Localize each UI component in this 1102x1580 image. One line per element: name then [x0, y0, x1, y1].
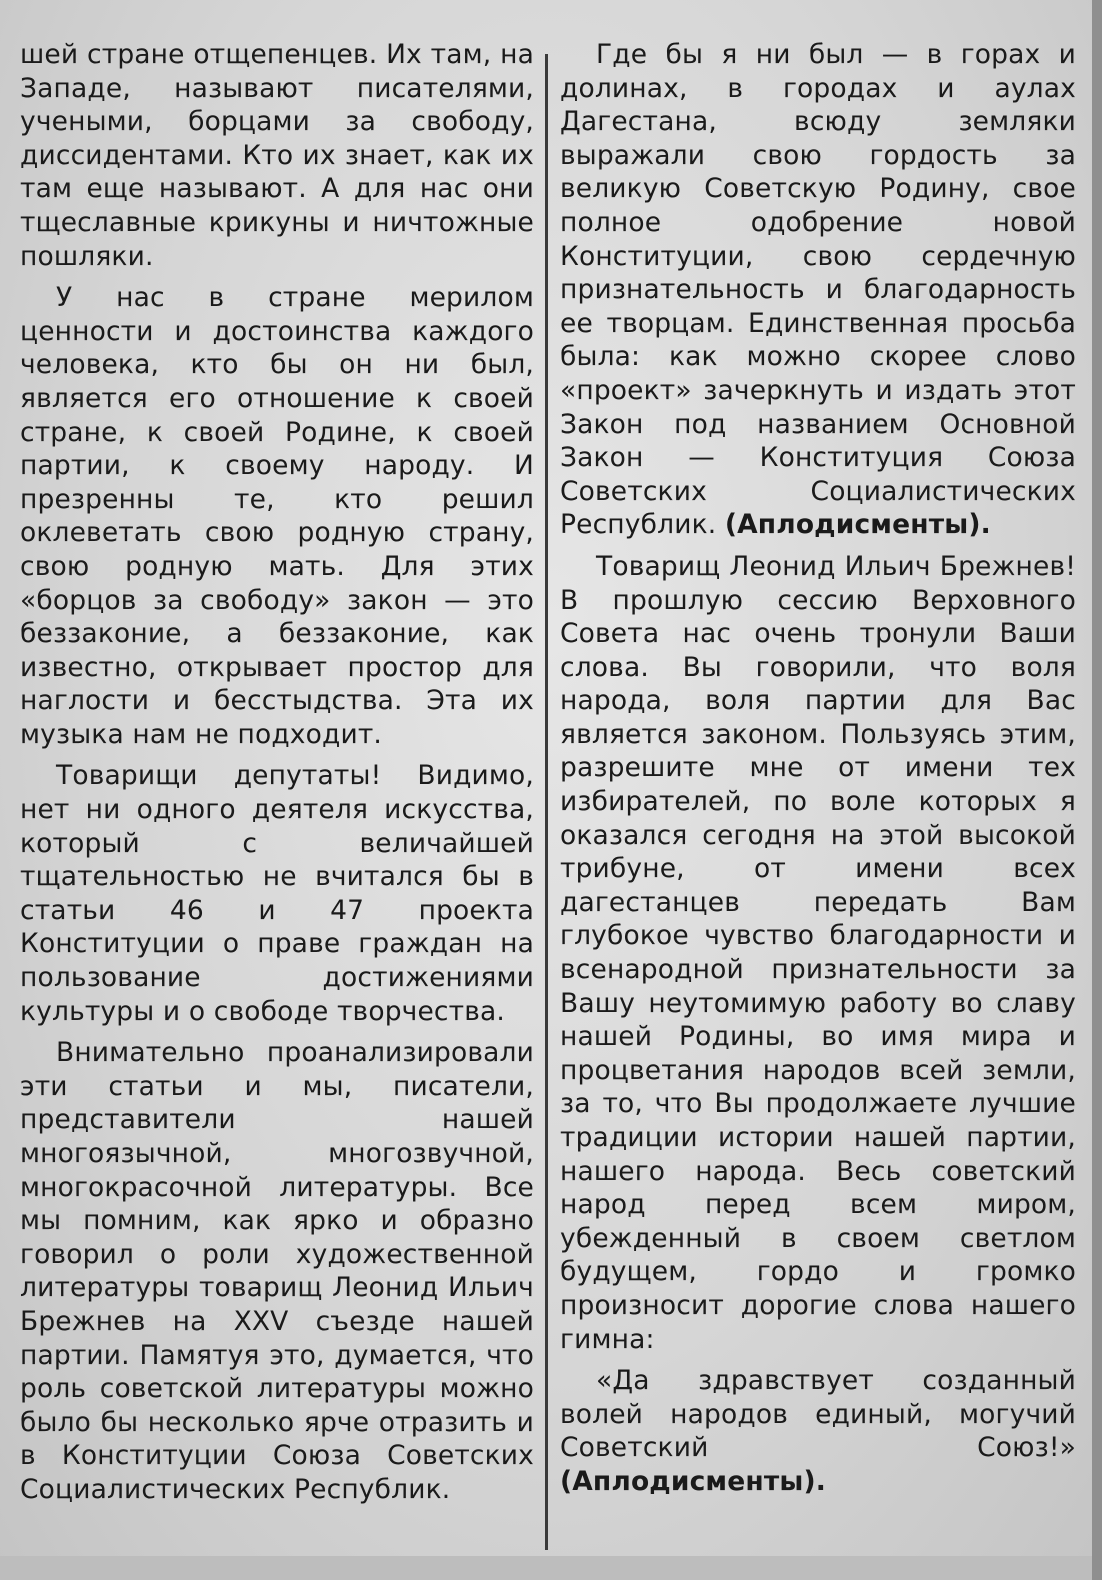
clipping-bottom-edge: [0, 1556, 1102, 1580]
right-paragraph-2: Товарищ Леонид Ильич Брежнев! В прошлую сессию Верховного Совета нас очень тронули Ваши слова. Вы говорили, что воля народа, воля партии для Вас является законом. Пользуясь этим, разрешите мне от имени тех избирателей, по воле которых я оказался сегодня на этой высокой трибуне, от имени всех дагестанцев передать Вам глубокое чувство благодарности и всенародной признательности за Вашу неутомимую работу во славу нашей Родины, во имя мира и процветания народов всей земли, за то, что Вы продолжаете лучшие традиции истории нашей партии, нашего народа. Весь советский народ перед всем миром, убежденный в своем светлом будущем, гордо и громко произносит дорогие слова нашего гимна:: [560, 550, 1076, 1355]
column-divider: [545, 54, 548, 1550]
left-column: [20, 38, 534, 1515]
right-paragraph-3: [560, 1364, 1076, 1498]
clipping-right-edge: [1092, 0, 1102, 1580]
left-paragraph-1: шей стране отщепенцев. Их там, на Западе, называют писателями, учеными, борцами за свободу, диссидентами. Кто их знает, как их там еще называют. А для нас они тщеславные крикуны и ничтожные пошляки.: [20, 39, 534, 272]
left-paragraph-3: Товарищи депутаты! Видимо, нет ни одного деятеля искусства, который с величайшей тщательностью не вчитался бы в статьи 46 и 47 проекта Конституции о праве граждан на пользование достижениями культуры и о свободе творчества.: [20, 760, 534, 1027]
applause-note-2: (Аплодисменты).: [560, 1465, 826, 1497]
applause-note-1: (Аплодисменты).: [724, 509, 991, 541]
left-paragraph-4: Внимательно проанализировали эти статьи и мы, писатели, представители нашей многоязычной, многозвучной, многокрасочной литературы. Все мы помним, как ярко и образно говорил о роли художественной литературы товарищ Леонид Ильич Брежнев на XXV съезде нашей партии. Памятуя это, думается, что роль советской литературы можно было бы несколько ярче отразить и в Конституции Союза Советских Социалистических Республик.: [20, 1037, 534, 1505]
right-column: [560, 38, 1076, 1507]
right-paragraph-1-text: Где бы я ни был — в горах и долинах, в городах и аулах Дагестана, всюду земляки выражали свою гордость за великую Советскую Родину, свое полное одобрение новой Конституции, свою сердечную признательность и благодарность ее творцам. Единственная просьба была: как можно скорее слово «проект» зачеркнуть и издать этот Закон под названием Основной Закон — Конституция Союза Советских Социалистических Республик.: [560, 39, 1076, 541]
anthem-quote: «Да здравствует созданный волей народов единый, могучий Советский Союз!»: [560, 1365, 1076, 1464]
left-paragraph-2: У нас в стране мерилом ценности и достоинства каждого человека, кто бы он ни был, является его отношение к своей стране, к своей Родине, к своей партии, к своему народу. И презренны те, кто решил оклеветать свою родную страну, свою родную мать. Для этих «борцов за свободу» закон — это беззаконие, а беззаконие, как известно, открывает простор для наглости и бесстыдства. Эта их музыка нам не подходит.: [20, 282, 534, 750]
right-paragraph-1: [560, 38, 1076, 542]
